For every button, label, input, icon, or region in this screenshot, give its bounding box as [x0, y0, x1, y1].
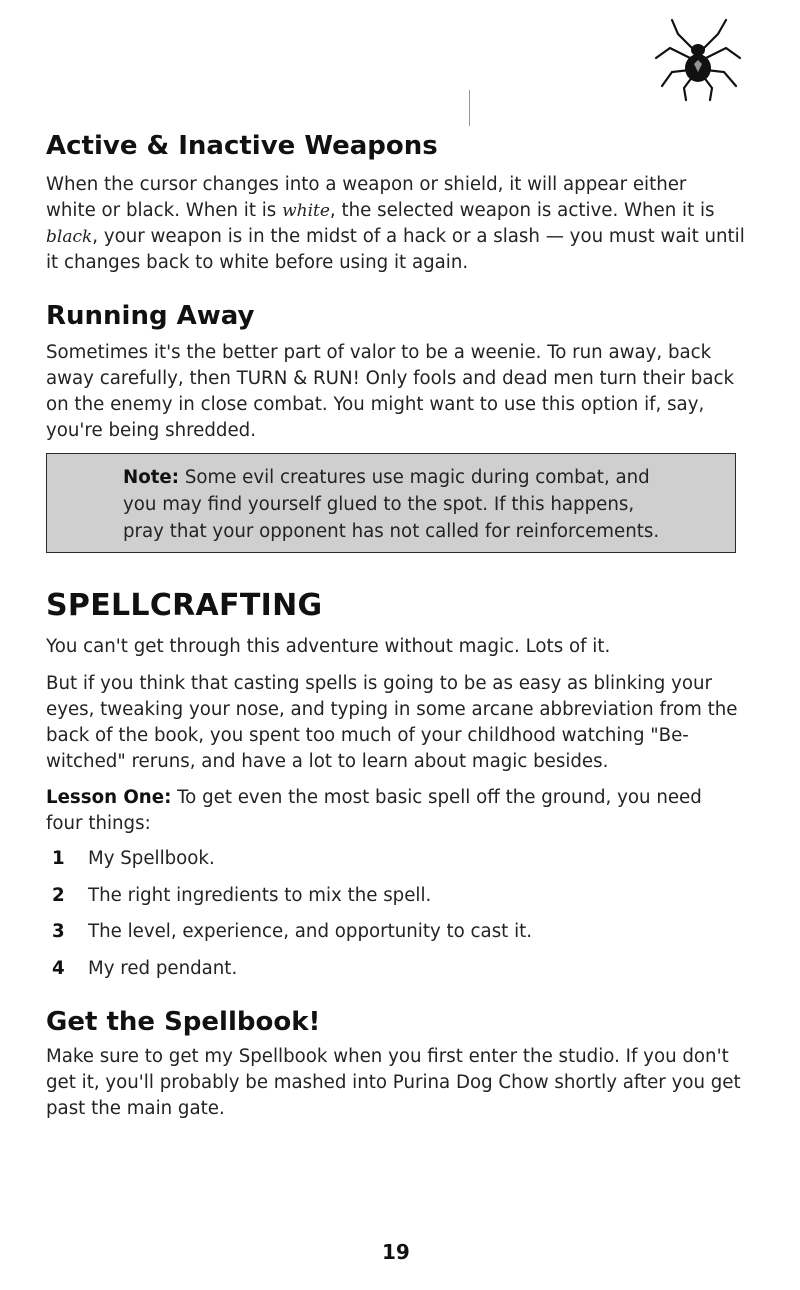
note-text: Note: Some evil creatures use magic during combat, and you may find yourself glued to the spot. If this happens, pray that your opponent has not called for reinforcements.: [123, 464, 659, 545]
lesson-one-label: Lesson One:: [46, 787, 172, 808]
paragraph-get-spellbook: [46, 1044, 741, 1122]
spider-icon: [648, 14, 748, 104]
text-line: eyes, tweaking your nose, and typing in some arcane abbreviation from the: [46, 699, 738, 720]
italic-word-black: black: [46, 227, 93, 247]
paragraph-running-away: [46, 340, 734, 444]
text-line: you're being shredded.: [46, 420, 256, 441]
heading-get-the-spellbook: Get the Spellbook!: [46, 1007, 321, 1037]
text-line: But if you think that casting spells is going to be as easy as blinking your: [46, 673, 712, 694]
text-line: four things:: [46, 813, 151, 834]
text-line: black, your weapon is in the midst of a hack or a slash — you must wait until: [46, 226, 745, 247]
text-line: it changes back to white before using it again.: [46, 252, 469, 273]
stray-rule-mark: [469, 90, 470, 126]
note-line: you may find yourself glued to the spot. If this happens,: [123, 494, 635, 515]
spellcrafting-intro: You can't get through this adventure without magic. Lots of it.: [46, 636, 611, 657]
heading-active-inactive-weapons: Active & Inactive Weapons: [46, 131, 438, 161]
italic-word-white: white: [282, 201, 330, 221]
text-line: on the enemy in close combat. You might want to use this option if, say,: [46, 394, 705, 415]
text-line: When the cursor changes into a weapon or shield, it will appear either: [46, 174, 687, 195]
text-line: get it, you'll probably be mashed into Purina Dog Chow shortly after you get: [46, 1072, 741, 1093]
note-box: [46, 453, 736, 553]
text-line: witched" reruns, and have a lot to learn about magic besides.: [46, 751, 609, 772]
heading-spellcrafting: SPELLCRAFTING: [46, 588, 323, 623]
note-line: pray that your opponent has not called for reinforcements.: [123, 521, 660, 542]
list-number: 3: [52, 921, 65, 942]
text-line: away carefully, then TURN & RUN! Only fools and dead men turn their back: [46, 368, 735, 389]
text-line: Sometimes it's the better part of valor to be a weenie. To run away, back: [46, 342, 712, 363]
heading-running-away: Running Away: [46, 301, 255, 331]
list-number: 1: [52, 848, 65, 869]
text-line: white or black. When it is white, the selected weapon is active. When it is: [46, 200, 715, 221]
paragraph-casting-spells: [46, 671, 737, 775]
page-number: 19: [382, 1240, 410, 1264]
list-number: 4: [52, 958, 65, 979]
paragraph-lesson-one: Lesson One: To get even the most basic spell off the ground, you need four things:: [46, 785, 702, 837]
list-text: The level, experience, and opportunity to cast it.: [88, 921, 533, 942]
paragraph-active-weapons: [46, 172, 745, 276]
list-text: My Spellbook.: [88, 848, 215, 869]
text-line: back of the book, you spent too much of your childhood watching "Be-: [46, 725, 689, 746]
list-text: The right ingredients to mix the spell.: [88, 885, 432, 906]
text-line: Make sure to get my Spellbook when you first enter the studio. If you don't: [46, 1046, 729, 1067]
list-number: 2: [52, 885, 65, 906]
list-text: My red pendant.: [88, 958, 238, 979]
note-label: Note:: [123, 467, 180, 488]
text-line: past the main gate.: [46, 1098, 225, 1119]
